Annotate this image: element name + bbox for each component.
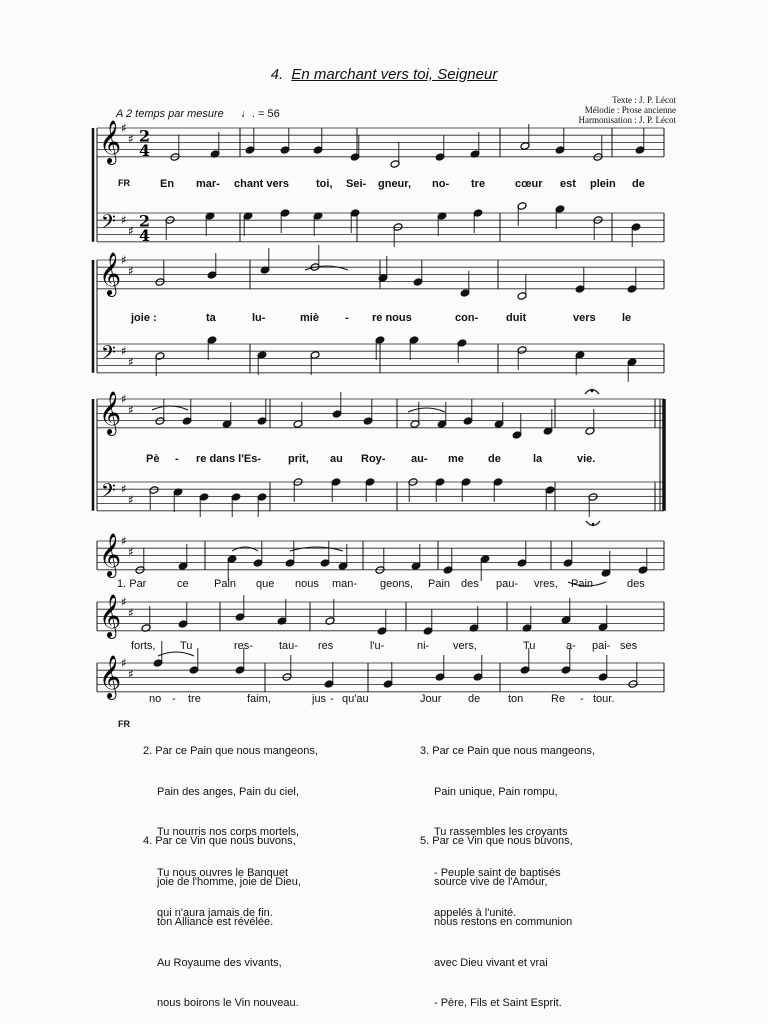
lyric-syllable: En	[160, 178, 175, 190]
lyric-syllable: jus	[312, 693, 327, 705]
lyric-syllable: ses	[620, 640, 638, 652]
metronome-mark: ♩. = 56	[240, 108, 280, 120]
lyric-syllable: geons,	[380, 578, 414, 590]
lyric-syllable: de	[632, 178, 645, 190]
lyric-syllable: chant vers	[234, 178, 290, 190]
lyric-syllable: vers	[573, 312, 596, 324]
lyric-syllable: la	[533, 453, 543, 465]
slur	[232, 547, 258, 551]
lyric-syllable: re dans l'Es-	[196, 453, 261, 465]
lyric-syllable: faim,	[247, 693, 271, 705]
lyric-syllable: -	[330, 693, 334, 705]
stanza-line: source vive de l'Amour,	[434, 875, 548, 888]
stanza-line: joie de l'homme, joie de Dieu,	[157, 875, 301, 888]
lyric-syllable: plein	[590, 178, 616, 190]
stanza-line: 3. Par ce Pain que nous mangeons,	[420, 745, 595, 757]
lyric-syllable: con-	[455, 312, 479, 324]
hymn-title-text: En marchant vers toi, Seigneur	[291, 66, 498, 83]
lyric-syllable: des	[461, 578, 479, 590]
lyric-syllable: Tu	[523, 640, 536, 652]
slur	[290, 547, 343, 551]
sharp-icon: ♯	[121, 534, 127, 548]
fermata-dot	[591, 390, 594, 393]
lyric-syllable: res-	[234, 640, 253, 652]
time-signature-top: 2	[139, 126, 151, 146]
lyric-syllable: tre	[471, 178, 486, 190]
slur	[158, 652, 194, 656]
lyric-syllable: le	[622, 312, 632, 324]
lyric-syllable: de	[468, 693, 481, 705]
fermata-dot	[592, 523, 595, 526]
lyric-syllable: Sei-	[346, 178, 367, 190]
lyric-syllable: no-	[432, 178, 450, 190]
stanza-line: avec Dieu vivant et vrai	[434, 956, 548, 969]
credit-text: Texte : J. P. Lécot	[612, 95, 676, 105]
lyric-syllable: ta	[206, 312, 216, 324]
tempo-text: A 2 temps par mesure	[116, 108, 224, 120]
stanza-line: 2. Par ce Pain que nous mangeons,	[143, 745, 318, 757]
sharp-icon: ♯	[121, 253, 127, 267]
treble-clef-icon: 𝄞	[99, 531, 122, 576]
lyric-syllable: -	[175, 453, 179, 465]
lyric-syllable: a-	[566, 640, 576, 652]
lyric-syllable: est	[560, 178, 576, 190]
time-signature-top: 2	[139, 211, 151, 231]
sharp-icon: ♯	[121, 482, 127, 497]
sharp-icon: ♯	[121, 595, 127, 609]
sharp-icon: ♯	[121, 213, 127, 228]
bass-clef-icon: 𝄢	[101, 480, 116, 507]
lyric-syllable: Pain	[428, 578, 451, 590]
lyric-syllable: pau-	[496, 578, 519, 590]
lyric-syllable: joie :	[131, 312, 157, 324]
slur	[408, 408, 445, 412]
lyric-syllable: pai-	[592, 640, 611, 652]
bass-clef-icon: 𝄢	[101, 342, 116, 369]
sharp-icon: ♯	[121, 656, 127, 670]
treble-clef-icon: 𝄞	[99, 653, 122, 698]
stanza-line: nous restons en communion	[434, 916, 573, 928]
sharp-icon: ♯	[128, 131, 134, 146]
stanza-5	[420, 808, 573, 1024]
lyric-syllable: lu-	[252, 312, 266, 324]
sharp-icon: ♯	[128, 493, 134, 507]
sharp-icon: ♯	[121, 344, 127, 359]
lyric-syllable: vers,	[453, 640, 477, 652]
treble-clef-icon: 𝄞	[99, 389, 122, 434]
lyric-syllable: re nous	[372, 312, 412, 324]
language-tag: FR	[118, 178, 130, 188]
stanza-line: Tu rassembles les croyants	[434, 826, 568, 838]
sharp-icon: ♯	[128, 402, 134, 417]
lyric-syllable: duit	[506, 312, 527, 324]
lyric-syllable: vie.	[577, 453, 596, 465]
sharp-icon: ♯	[121, 121, 127, 135]
stanza-line: nous boirons le Vin nouveau.	[157, 997, 299, 1009]
stanza-line: Tu nous ouvres le Banquet	[157, 866, 289, 879]
stanza-line: Pain des anges, Pain du ciel,	[157, 785, 299, 798]
sharp-icon: ♯	[128, 224, 134, 238]
lyric-syllable: l'u-	[370, 640, 385, 652]
lyric-syllable: vres,	[534, 578, 558, 590]
credit-harmony: Harmonisation : J. P. Lécot	[578, 115, 676, 125]
sharp-icon: ♯	[128, 605, 134, 620]
sharp-icon: ♯	[128, 263, 134, 278]
time-signature-bottom: 4	[139, 226, 151, 246]
stanza-line: 5. Par ce Vin que nous buvons,	[420, 835, 573, 847]
lyric-syllable: ni-	[417, 640, 430, 652]
lyric-syllable: Roy-	[361, 453, 386, 465]
stanza-line: Pain unique, Pain rompu,	[434, 785, 558, 798]
stanza-line: - Peuple saint de baptisés	[434, 866, 561, 879]
treble-clef-icon: 𝄞	[99, 118, 122, 163]
language-tag-stanzas: FR	[118, 719, 130, 729]
lyric-syllable: Pè	[146, 453, 160, 465]
lyric-syllable: -	[345, 312, 349, 324]
lyric-syllable: au-	[411, 453, 428, 465]
hymn-number: 4.	[270, 66, 284, 83]
stanza-line: Tu nourris nos corps mortels,	[157, 826, 300, 838]
lyric-syllable: nous	[295, 578, 319, 590]
lyric-syllable: que	[256, 578, 275, 590]
lyric-syllable: tre	[188, 693, 201, 705]
stanza-line: appelés à l'unité.	[434, 907, 517, 919]
stanza-4	[143, 808, 301, 1024]
credit-melody: Mélodie : Prose ancienne	[584, 105, 676, 115]
sharp-icon: ♯	[128, 544, 134, 559]
lyric-syllable: me	[448, 453, 464, 465]
lyric-syllable: -	[172, 693, 176, 705]
lyric-syllable: cœur	[515, 178, 543, 190]
stanza-line: 4. Par ce Vin que nous buvons,	[143, 835, 296, 847]
treble-clef-icon: 𝄞	[99, 592, 122, 637]
lyric-syllable: toi,	[316, 178, 333, 190]
lyric-syllable: au	[330, 453, 343, 465]
lyric-syllable: Tu	[180, 640, 193, 652]
lyric-syllable: miè	[300, 312, 319, 324]
time-signature-bottom: 4	[139, 141, 151, 161]
stanza-line: Au Royaume des vivants,	[157, 956, 282, 969]
lyric-syllable: man-	[332, 578, 358, 590]
lyric-syllable: 1. Par	[117, 578, 147, 590]
sharp-icon: ♯	[128, 666, 134, 681]
stanza-line: - Père, Fils et Saint Esprit.	[434, 997, 562, 1009]
lyric-syllable: ce	[177, 578, 189, 590]
lyric-syllable: res	[318, 640, 334, 652]
lyric-syllable: -	[580, 693, 584, 705]
lyric-syllable: tour.	[593, 693, 615, 705]
lyric-syllable: forts,	[131, 640, 156, 652]
lyric-syllable: Pain	[571, 578, 594, 590]
lyric-syllable: Re	[551, 693, 566, 705]
lyric-syllable: qu'au	[342, 693, 369, 705]
lyric-syllable: ton	[508, 693, 524, 705]
lyric-syllable: gneur,	[378, 178, 412, 190]
stanza-line: ton Alliance est révélée.	[157, 916, 274, 928]
sharp-icon: ♯	[121, 392, 127, 406]
treble-clef-icon: 𝄞	[99, 250, 122, 295]
lyric-syllable: Jour	[420, 693, 442, 705]
sharp-icon: ♯	[128, 355, 134, 369]
lyric-syllable: prit,	[288, 453, 309, 465]
lyric-syllable: no	[149, 693, 162, 705]
stanza-line: qui n'aura jamais de fin.	[157, 907, 273, 919]
lyric-syllable: Pain	[214, 578, 237, 590]
lyric-syllable: des	[627, 578, 645, 590]
lyric-syllable: tau-	[279, 640, 298, 652]
lyric-syllable: mar-	[196, 178, 220, 190]
bass-clef-icon: 𝄢	[101, 211, 116, 238]
lyric-syllable: de	[488, 453, 501, 465]
